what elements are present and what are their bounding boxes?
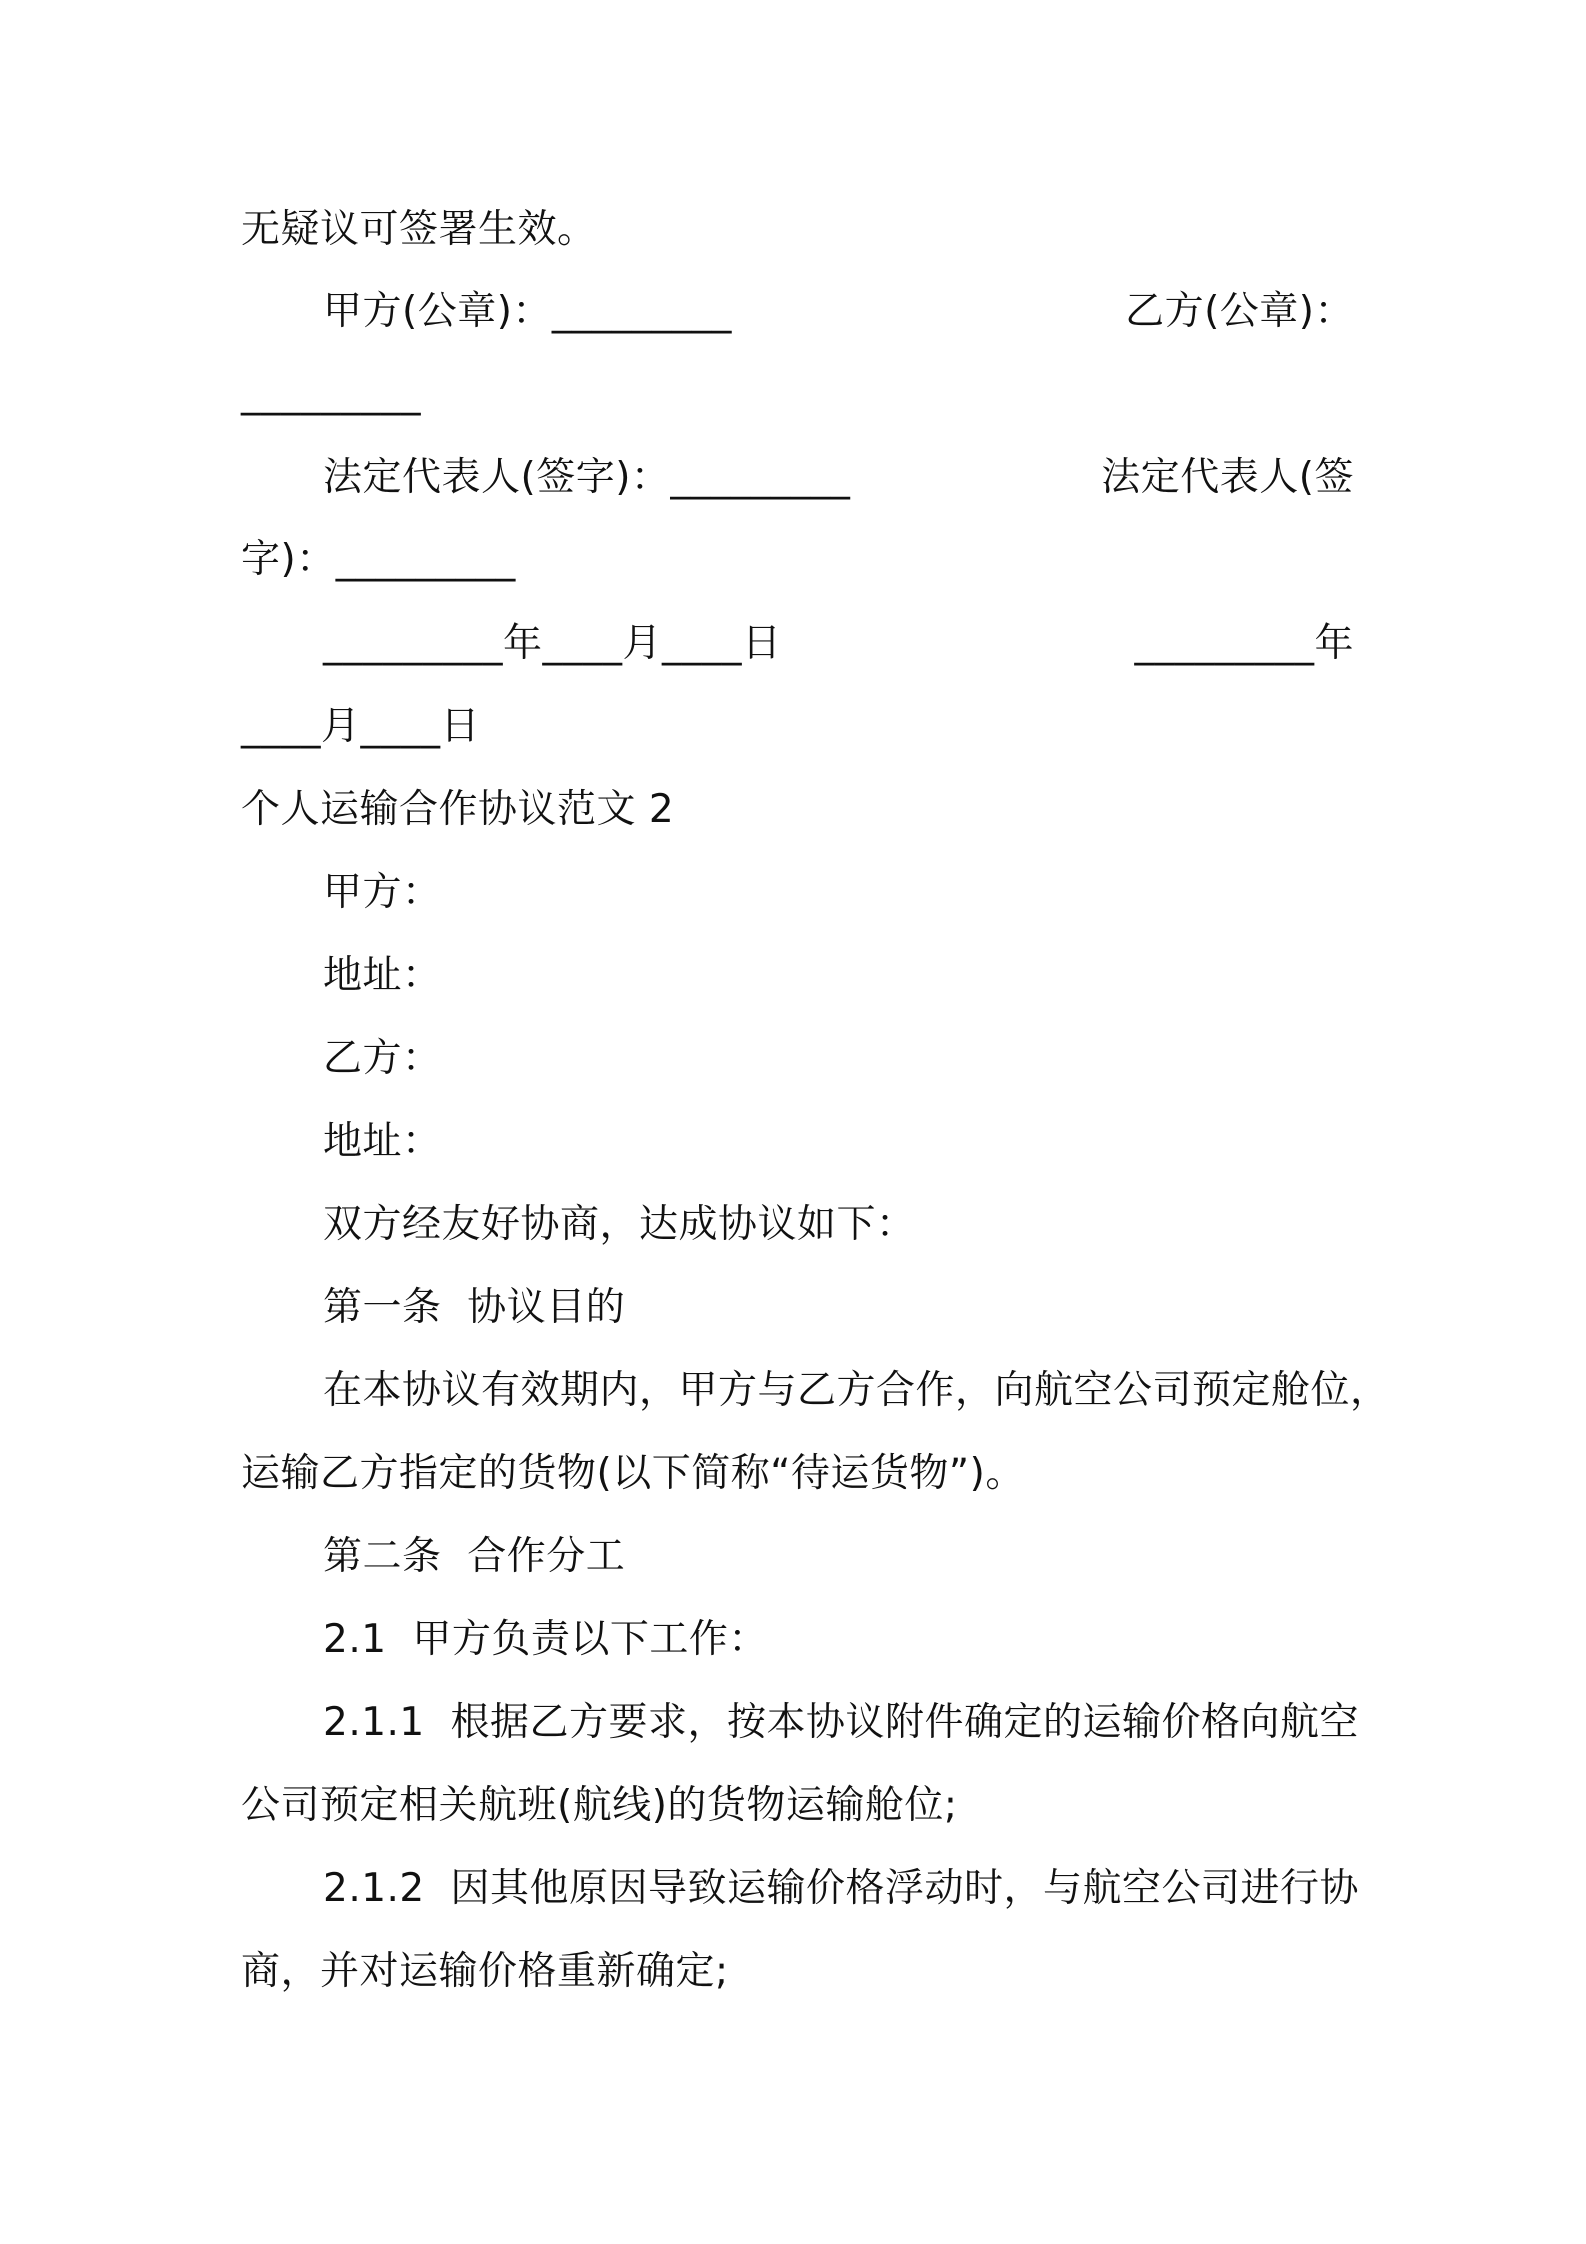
doc-text-line: 2.1.2 因其他原因导致运输价格浮动时，与航空公司进行协 xyxy=(323,1866,1360,1911)
doc-text-line: 在本协议有效期内，甲方与乙方合作，向航空公司预定舱位， xyxy=(323,1368,1390,1413)
party-b-date-year: _________年 xyxy=(1134,621,1354,666)
doc-text-line: 2.1 甲方负责以下工作： xyxy=(323,1617,768,1662)
clause-heading: 第二条 合作分工 xyxy=(323,1534,626,1579)
party-b-seal-blank: _________ xyxy=(241,371,421,416)
party-a-seal-line: 甲方(公章)：_________ xyxy=(323,289,732,334)
doc-text-line: 公司预定相关航班(航线)的货物运输舱位; xyxy=(241,1783,958,1828)
doc-text-line: 2.1.1 根据乙方要求，按本协议附件确定的运输价格向航空 xyxy=(323,1700,1360,1745)
doc-text-line: 双方经友好协商，达成协议如下： xyxy=(323,1202,916,1247)
clause-heading: 第一条 协议目的 xyxy=(323,1285,626,1330)
party-b-address-label: 地址： xyxy=(323,1119,442,1164)
party-b-seal-label: 乙方(公章)： xyxy=(1125,289,1354,334)
party-a-rep-line: 法定代表人(签字)：_________ xyxy=(323,455,851,500)
doc-text-line: 运输乙方指定的货物(以下简称“待运货物”)。 xyxy=(241,1451,1025,1496)
party-b-label: 乙方： xyxy=(323,1036,442,1081)
party-a-date-line: _________年____月____日 xyxy=(323,621,782,666)
section-heading: 个人运输合作协议范文 2 xyxy=(241,787,675,832)
doc-text-line: 无疑议可签署生效。 xyxy=(241,207,597,252)
party-b-rep-label: 法定代表人(签 xyxy=(1101,455,1354,500)
party-a-address-label: 地址： xyxy=(323,953,442,998)
party-a-label: 甲方： xyxy=(323,870,442,915)
party-b-date-rest: ____月____日 xyxy=(241,704,481,749)
party-b-rep-blank: 字)：_________ xyxy=(241,537,516,582)
doc-text-line: 商，并对运输价格重新确定; xyxy=(241,1949,729,1994)
